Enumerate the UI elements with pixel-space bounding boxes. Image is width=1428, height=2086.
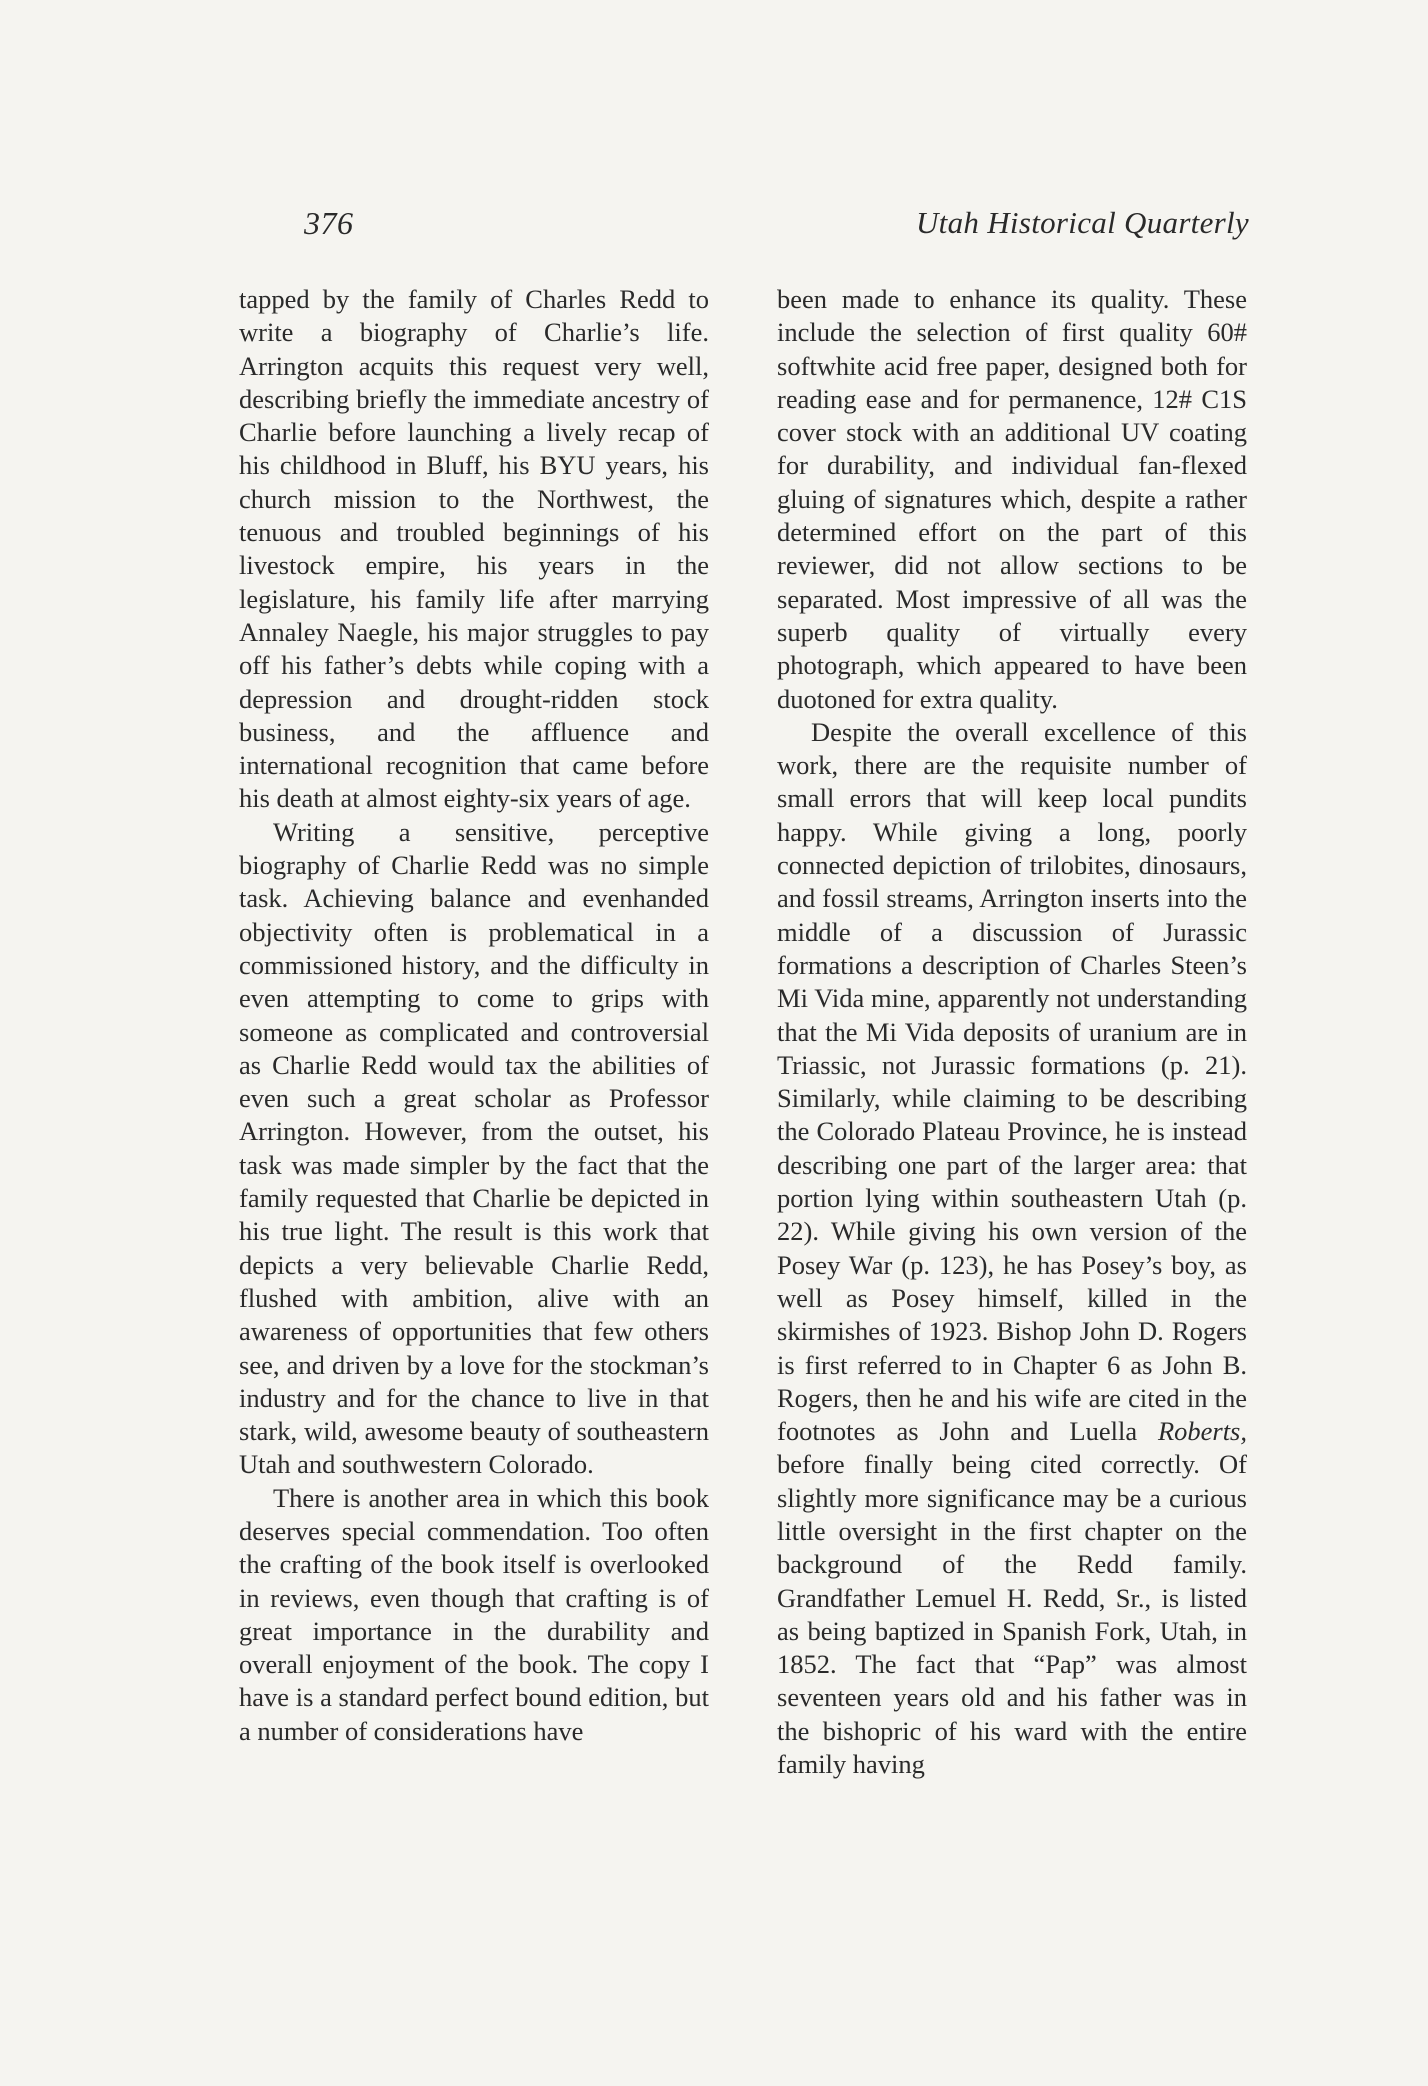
italic-name-roberts: Roberts, — [1157, 1416, 1247, 1447]
left-paragraph-1: tapped by the family of Charles Redd to write a biography of Charlie’s life. Arrington acquits this request very well, describing briefly the immediate ancestry of Charlie before launching a lively recap of his childhood in Bluff, his BYU years, his church mission to the Northwest, the tenuous and troubled beginnings of his livestock empire, his years in the legislature, his family life after marrying Annaley Naegle, his major struggles to pay off his father’s debts while coping with a depression and drought-ridden stock business, and the affluence and international recognition that came before his death at almost eighty-six years of age. — [239, 284, 709, 814]
right-column — [777, 283, 1247, 1781]
right-paragraph-2-text-b: before finally being cited correctly. Of slightly more significance may be a curious little oversight in the first chapter on the background of the Redd family. Grandfather Lemuel H. Redd, Sr., is listed as being baptized in Spanish Fork, Utah, in 1852. The fact that “Pap” was almost seventeen years old and his father was in the bishopric of his ward with the entire family having — [777, 1449, 1247, 1780]
page-number: 376 — [304, 205, 354, 241]
right-paragraph-2-text-a: Despite the overall excellence of this work, there are the requisite number of small errors that will keep local pundits happy. While giving a long, poorly connected depiction of trilobites, dinosaurs, and fossil streams, Arrington inserts into the middle of a discussion of Jurassic formations a description of Charles Steen’s Mi Vida mine, apparently not understanding that the Mi Vida deposits of uranium are in Triassic, not Jurassic formations (p. 21). Similarly, while claiming to be describing the Colorado Plateau Province, he is instead describing one part of the larger area: that portion lying within southeastern Utah (p. 22). While giving his own version of the Posey War (p. 123), he has Posey’s boy, as well as Posey himself, killed in the skirmishes of 1923. Bishop John D. Rogers is first referred to in Chapter 6 as John B. Rogers, then he and his wife are cited in the footnotes as John and Luella — [777, 716, 1247, 1447]
right-paragraph-2 — [777, 716, 1247, 1782]
running-header-title: Utah Historical Quarterly — [916, 205, 1249, 240]
left-column — [239, 283, 709, 1748]
right-paragraph-1: been made to enhance its quality. These include the selection of first quality 60# softwhite acid free paper, designed both for reading ease and for permanence, 12# C1S cover stock with an additional UV coating for durability, and individual fan-flexed gluing of signatures which, despite a rather determined effort on the part of this reviewer, did not allow sections to be separated. Most impressive of all was the superb quality of virtually every photograph, which appeared to have been duotoned for extra quality. — [777, 284, 1247, 714]
left-paragraph-3: There is another area in which this book deserves special commendation. Too often the crafting of the book itself is overlooked in reviews, even though that crafting is of great importance in the durability and overall enjoyment of the book. The copy I have is a standard perfect bound edition, but a number of considerations have — [239, 1482, 709, 1746]
left-paragraph-2: Writing a sensitive, perceptive biography of Charlie Redd was no simple task. Achieving balance and evenhanded objectivity often is problematical in a commissioned history, and the difficulty in even attempting to come to grips with someone as complicated and controversial as Charlie Redd would tax the abilities of even such a great scholar as Professor Arrington. However, from the outset, his task was made simpler by the fact that the family requested that Charlie be depicted in his true light. The result is this work that depicts a very believable Charlie Redd, flushed with ambition, alive with an awareness of opportunities that few others see, and driven by a love for the stockman’s industry and for the chance to live in that stark, wild, awesome beauty of southeastern Utah and southwestern Colorado. — [239, 816, 709, 1480]
